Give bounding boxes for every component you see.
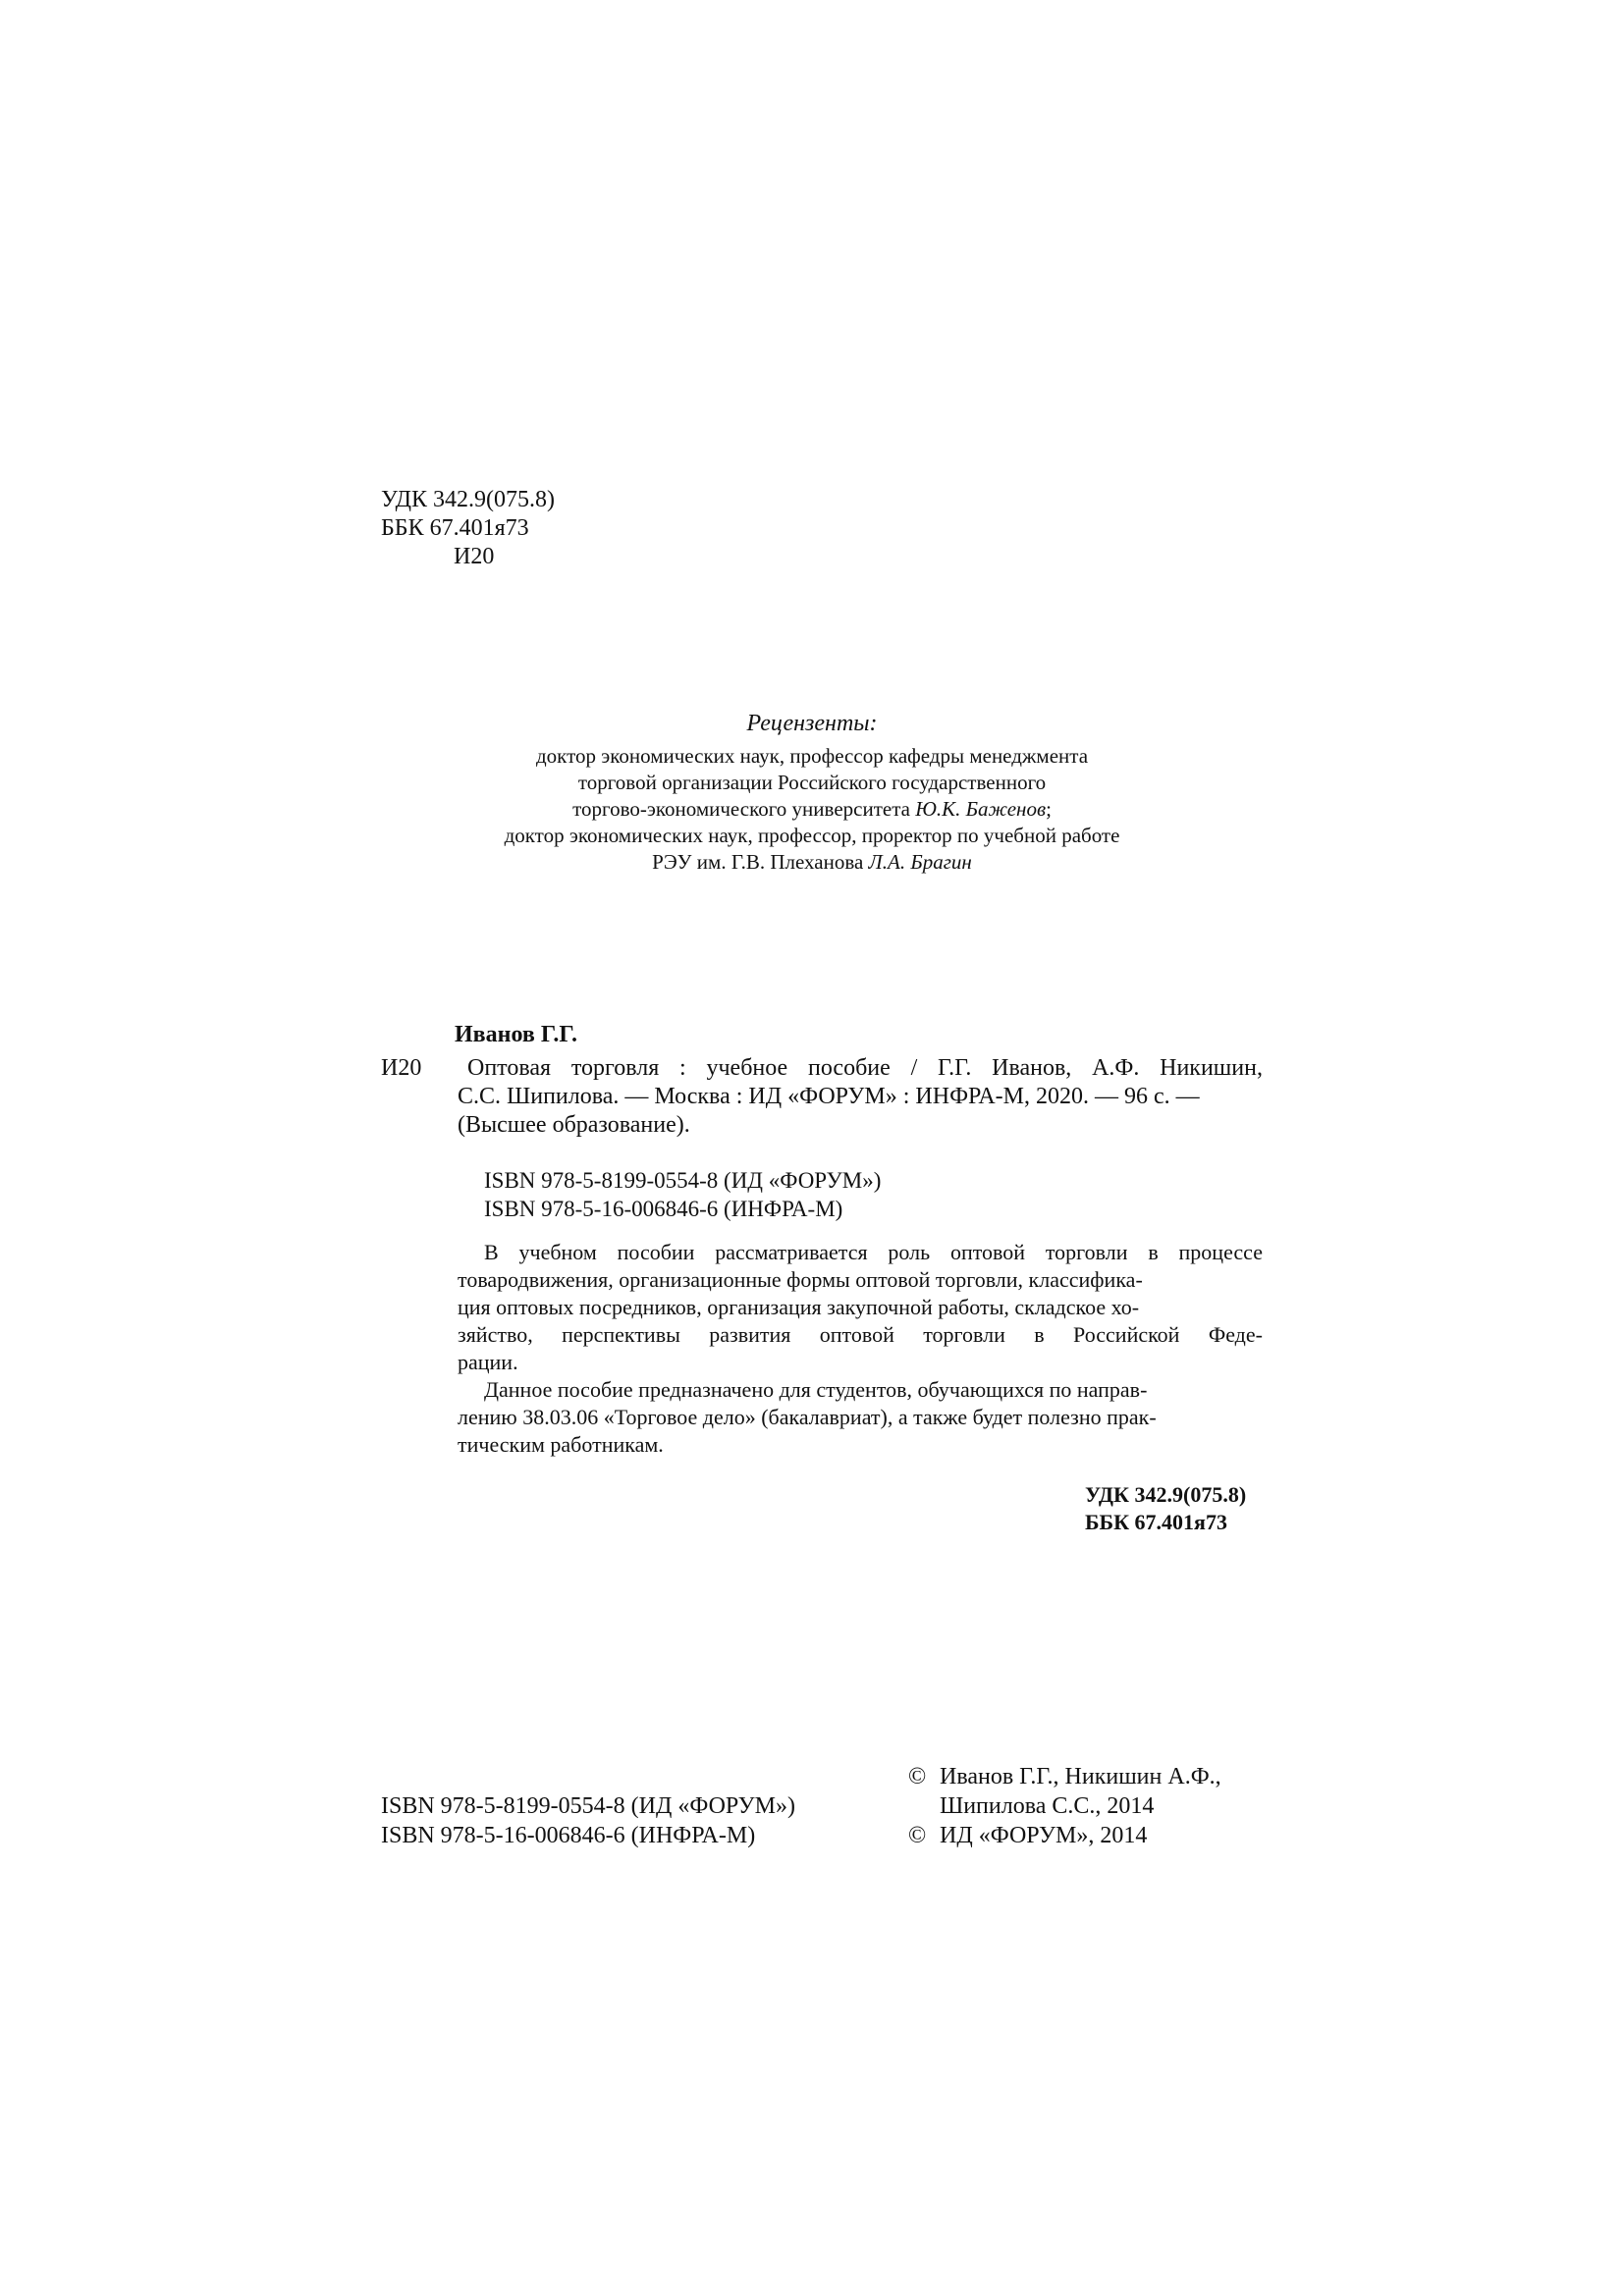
word: зяйство, (458, 1322, 533, 1347)
reviewer-affiliation: РЭУ им. Г.В. Плеханова (652, 850, 869, 874)
reviewer-name: Ю.К. Баженов (915, 797, 1047, 821)
word: учебное (706, 1055, 788, 1081)
copyright-line (908, 1762, 1221, 1791)
record-line (458, 1054, 1263, 1083)
word: роль (888, 1240, 931, 1264)
isbn-line: ISBN 978-5-16-006846-6 (ИНФРА-М) (381, 1823, 756, 1848)
reviewer-line (412, 796, 1212, 823)
word: пособие (807, 1055, 891, 1081)
word: Иванов, (992, 1055, 1072, 1081)
reviewer-line: доктор экономических наук, профессор кафедры менеджмента (535, 744, 1089, 768)
word: Никишин, (1160, 1055, 1263, 1081)
annotation-line: ция оптовых посредников, организация закупочной работы, складское хо- (458, 1295, 1140, 1319)
reviewer-name: Л.А. Брагин (868, 850, 972, 874)
author-mark: И20 (454, 544, 495, 569)
reviewer-line: торговой организации Российского государственного (577, 771, 1047, 794)
copyright-block (908, 1762, 1221, 1850)
isbn-line: ISBN 978-5-8199-0554-8 (ИД «ФОРУМ») (484, 1168, 882, 1193)
word: Оптовая (467, 1055, 552, 1081)
reviewer-separator: ; (1046, 797, 1052, 821)
copyright-line: Шипилова С.С., 2014 (940, 1793, 1155, 1819)
record-line: С.С. Шипилова. — Москва : ИД «ФОРУМ» : ИНФРА-М, 2020. — 96 с. — (458, 1084, 1200, 1109)
word: перспективы (562, 1322, 680, 1347)
annotation-line: тическим работникам. (458, 1432, 664, 1457)
annotation-line: Данное пособие предназначено для студентов, обучающихся по направ- (484, 1377, 1148, 1402)
word: торговля (570, 1055, 660, 1081)
copyright-holders: Иванов Г.Г., Никишин А.Ф., (940, 1764, 1221, 1789)
bbk-code: ББК 67.401я73 (1085, 1510, 1227, 1534)
word: оптовой (819, 1322, 894, 1347)
annotation-line (458, 1321, 1263, 1349)
word: учебном (518, 1240, 597, 1264)
word: развития (709, 1322, 791, 1347)
word: в (1148, 1240, 1159, 1264)
word: в (1034, 1322, 1045, 1347)
record-line: (Высшее образование). (458, 1112, 690, 1138)
isbn-line: ISBN 978-5-8199-0554-8 (ИД «ФОРУМ») (381, 1793, 796, 1819)
copyright-symbol: © (908, 1823, 927, 1848)
copyright-symbol: © (908, 1764, 927, 1789)
annotation (458, 1239, 1263, 1459)
word: : (679, 1055, 686, 1081)
word: рассматривается (715, 1240, 868, 1264)
word: Г.Г. (938, 1055, 972, 1081)
annotation-line: рации. (458, 1350, 518, 1374)
word: Феде- (1208, 1322, 1263, 1347)
record-author: Иванов Г.Г. (455, 1022, 577, 1047)
annotation-line: товародвижения, организационные формы оптовой торговли, классифика- (458, 1267, 1143, 1292)
bbk-code: ББК 67.401я73 (381, 515, 529, 541)
reviewer-affiliation: торгово-экономического университета (572, 797, 916, 821)
word: / (910, 1055, 918, 1081)
udk-code: УДК 342.9(075.8) (381, 487, 555, 512)
word: Российской (1073, 1322, 1180, 1347)
word: пособии (617, 1240, 695, 1264)
copyright-line (908, 1821, 1221, 1850)
udk-code: УДК 342.9(075.8) (1085, 1482, 1247, 1507)
footer-isbn-list (381, 1791, 795, 1850)
word: торговли (923, 1322, 1005, 1347)
annotation-line (458, 1239, 1263, 1266)
isbn-line: ISBN 978-5-16-006846-6 (ИНФРА-М) (484, 1197, 843, 1221)
copyright-holders: ИД «ФОРУМ», 2014 (940, 1823, 1148, 1848)
annotation-line: лению 38.03.06 «Торговое дело» (бакалавриат), а также будет полезно прак- (458, 1405, 1157, 1429)
record-classification (1085, 1481, 1246, 1536)
reviewers-heading: Рецензенты: (746, 711, 878, 736)
reviewer-line: доктор экономических наук, профессор, проректор по учебной работе (504, 824, 1120, 847)
reviewer-line (412, 849, 1212, 876)
record-isbn-list (484, 1166, 881, 1223)
word: процессе (1178, 1240, 1263, 1264)
word: А.Ф. (1092, 1055, 1140, 1081)
reviewers-block (412, 710, 1212, 876)
word: торговли (1045, 1240, 1128, 1264)
word: В (484, 1240, 499, 1264)
word: оптовой (949, 1240, 1026, 1264)
record-author-mark: И20 (381, 1055, 422, 1081)
bibliographic-description (458, 1054, 1263, 1140)
